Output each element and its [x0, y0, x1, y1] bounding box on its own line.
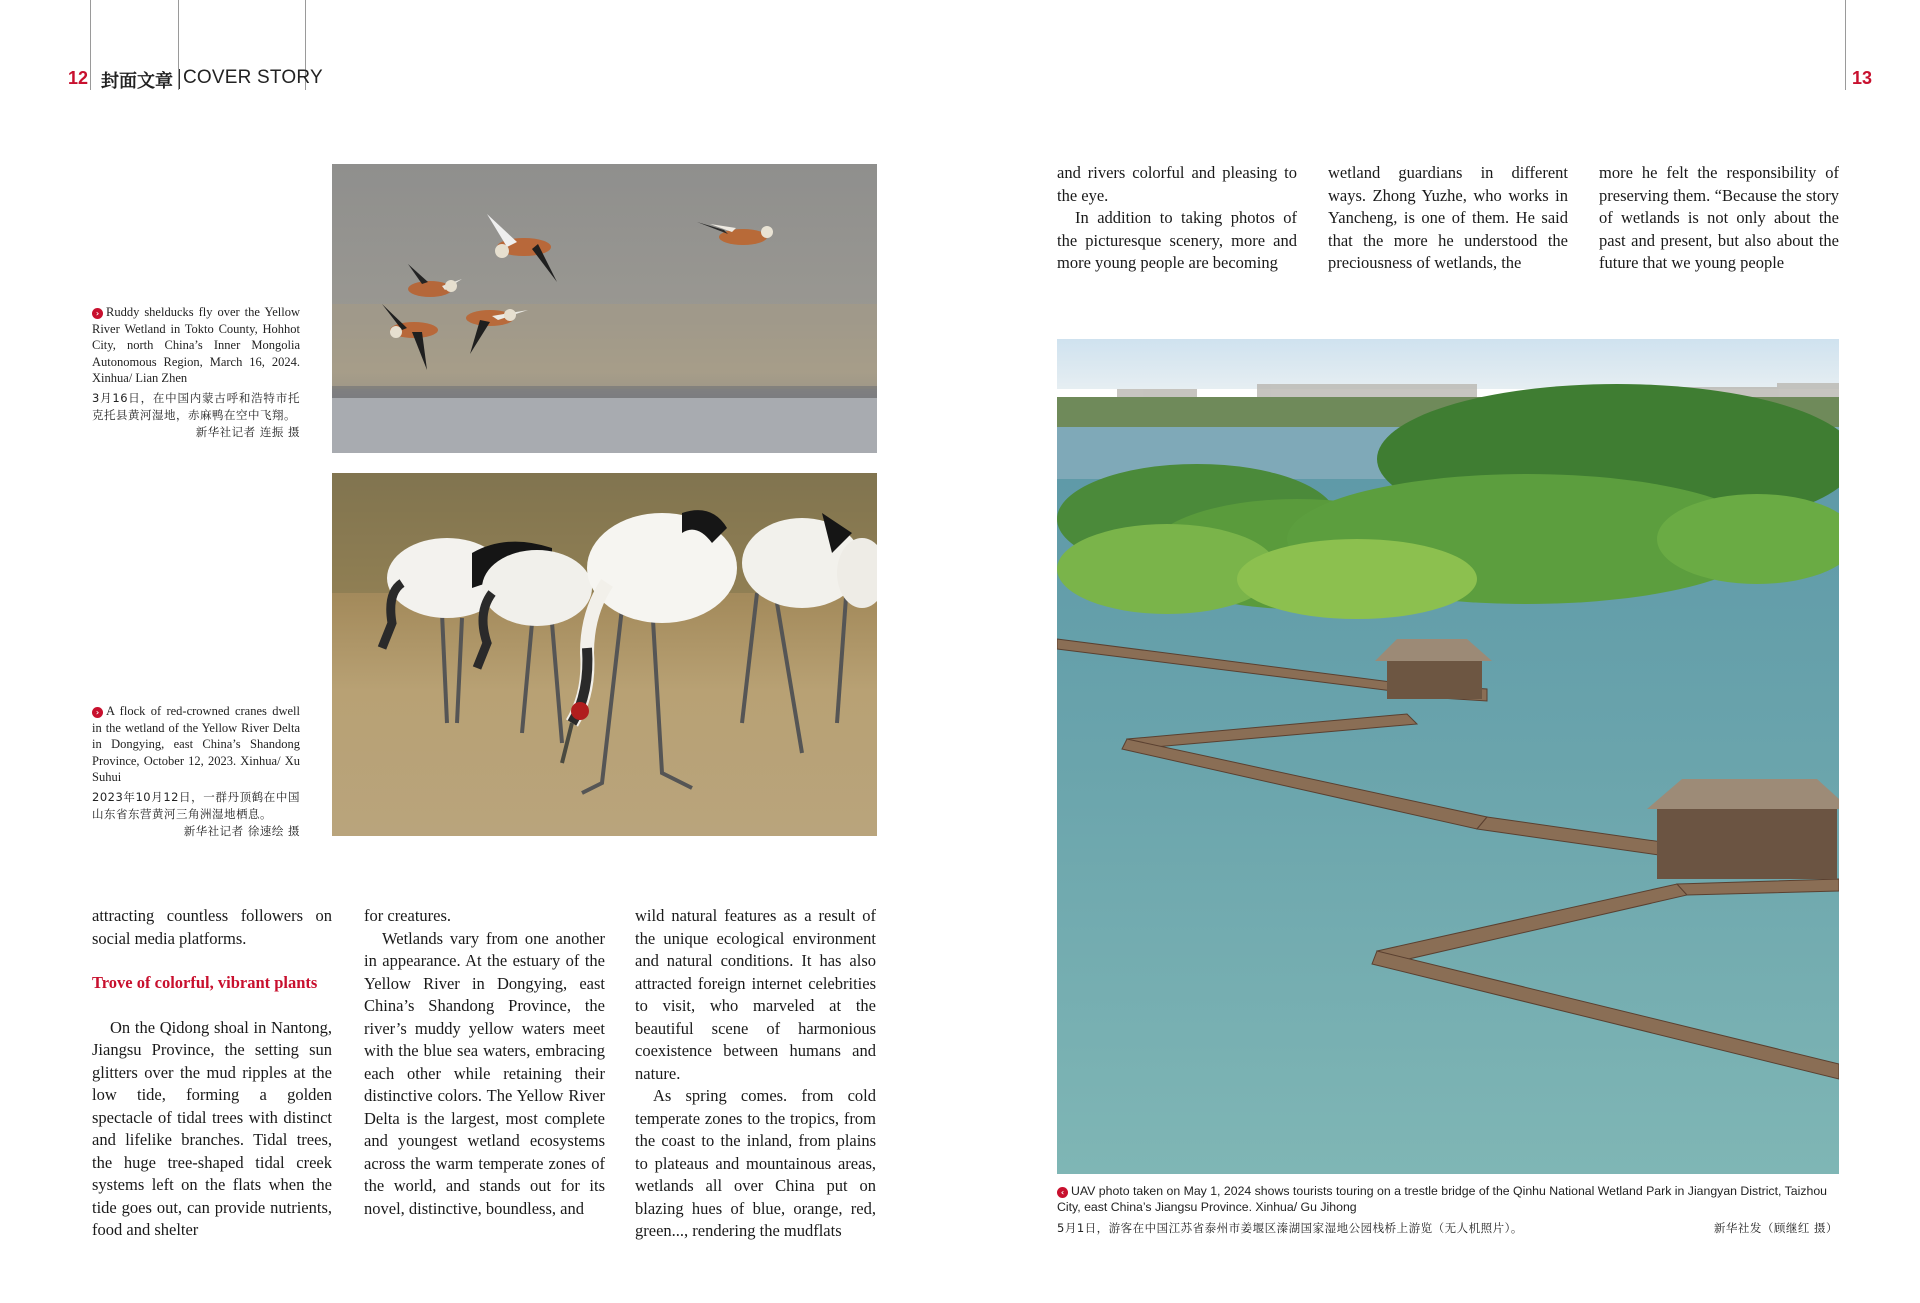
photo-qinhu-wetland [1057, 339, 1839, 1174]
column-2-paragraph-2: Wetlands vary from one another in appearance. At the estuary of the Yellow River in Dongying, east China’s Shandong Province, the river’s muddy yellow waters meet with the blue sea waters, embracing each other while retaining their distinctive colors. The Yellow River Delta is the largest, most complete and youngest wetland ecosystems across the warm temperate zones of the world, and stands out for its novel, distinctive, boundless, and [364, 928, 605, 1218]
column-2-paragraph-1: for creatures. [364, 906, 452, 925]
caption-shelducks [92, 304, 300, 441]
caption-shelducks-cn: 3月16日，在中国内蒙古呼和浩特市托克托县黄河湿地，赤麻鸭在空中飞翔。 [92, 390, 300, 422]
column-5-paragraph-1: wetland guardians in different ways. Zhong Yuzhe, who works in Yancheng, is one of them. He said that the more he understood the preciousness of wetlands, the [1328, 163, 1568, 272]
article-column-4 [1057, 162, 1297, 275]
column-1-paragraph-1: attracting countless followers on social media platforms. [92, 906, 332, 948]
header-rule-left [90, 0, 91, 90]
caption-qinhu-en: UAV photo taken on May 1, 2024 shows tourists touring on a trestle bridge of the Qinhu National Wetland Park in Jiangyan District, Taizhou City, east China’s Jiangsu Province. Xinhua/ Gu Jihong [1057, 1184, 1827, 1214]
caption-cranes-en: A flock of red-crowned cranes dwell in the wetland of the Yellow River Delta in Dongying, east China’s Shandong Province, October 12, 2023. Xinhua/ Xu Suhui [92, 704, 300, 784]
section-title-cn: 封面文章 [101, 71, 173, 92]
column-3-paragraph-1: wild natural features as a result of the unique ecological environment and natural conditions. It has also attracted foreign internet celebrities to visit, who marveled at the beautiful scene of harmonious coexistence between humans and nature. [635, 906, 876, 1083]
credit-shelducks: 新华社记者 连振 摄 [195, 424, 300, 439]
credit-qinhu: 新华社发（顾继红 摄） [1713, 1221, 1838, 1235]
header-rule-right [1845, 0, 1846, 90]
article-column-3 [635, 905, 876, 1243]
column-4-paragraph-1: and rivers colorful and pleasing to the eye. [1057, 163, 1297, 205]
article-column-6 [1599, 162, 1839, 275]
caption-arrow-icon: › [92, 308, 103, 319]
subhead: Trove of colorful, vibrant plants [92, 973, 318, 992]
column-3-paragraph-2: As spring comes. from cold temperate zones to the tropics, from the coast to the inland, from plains to plateaus and mountainous areas, wetlands all over China put on blazing hues of blue, orange, red, green..., rendering the mudflats [635, 1086, 876, 1240]
caption-qinhu-cn: 5月1日，游客在中国江苏省泰州市姜堰区溱湖国家湿地公园栈桥上游览（无人机照片）。 [1057, 1221, 1523, 1235]
column-6-paragraph-1: more he felt the responsibility of preserving them. “Because the story of wetlands is not only about the past and present, but also about the future that we young people [1599, 163, 1839, 272]
pavilion-2 [1647, 779, 1839, 879]
page-number-left: 12 [68, 68, 89, 88]
article-column-5 [1328, 162, 1568, 275]
caption-shelducks-en: Ruddy shelducks fly over the Yellow River Wetland in Tokto County, Hohhot City, north China’s Inner Mongolia Autonomous Region, March 16, 2024. Xinhua/ Lian Zhen [92, 305, 300, 385]
caption-qinhu [1057, 1183, 1838, 1215]
caption-arrow-icon: ‹ [1057, 1187, 1068, 1198]
page-number-right: 13 [1852, 68, 1873, 88]
credit-cranes: 新华社记者 徐速绘 摄 [183, 823, 300, 838]
column-1-paragraph-2: On the Qidong shoal in Nantong, Jiangsu Province, the setting sun glitters over the mud ripples at the low tide, forming a golden spectacle of tidal trees with distinct and lifelike branches. Tidal trees, the huge tree-shaped tidal creek systems left on the flats when the tide goes out, can provide nutrients, food and shelter [92, 1017, 332, 1239]
header-divider [179, 69, 180, 89]
article-column-1 [92, 905, 332, 1242]
caption-arrow-icon: › [92, 707, 103, 718]
pavilion-1 [1375, 639, 1492, 699]
photo-shelducks [332, 164, 877, 453]
caption-cranes [92, 703, 300, 840]
article-column-2 [364, 905, 605, 1220]
section-title-en: COVER STORY [183, 67, 323, 88]
caption-cranes-cn: 2023年10月12日，一群丹顶鹤在中国山东省东营黄河三角洲湿地栖息。 [92, 789, 300, 821]
photo-cranes [332, 473, 877, 836]
column-4-paragraph-2: In addition to taking photos of the picturesque scenery, more and more young people are becoming [1057, 208, 1297, 272]
